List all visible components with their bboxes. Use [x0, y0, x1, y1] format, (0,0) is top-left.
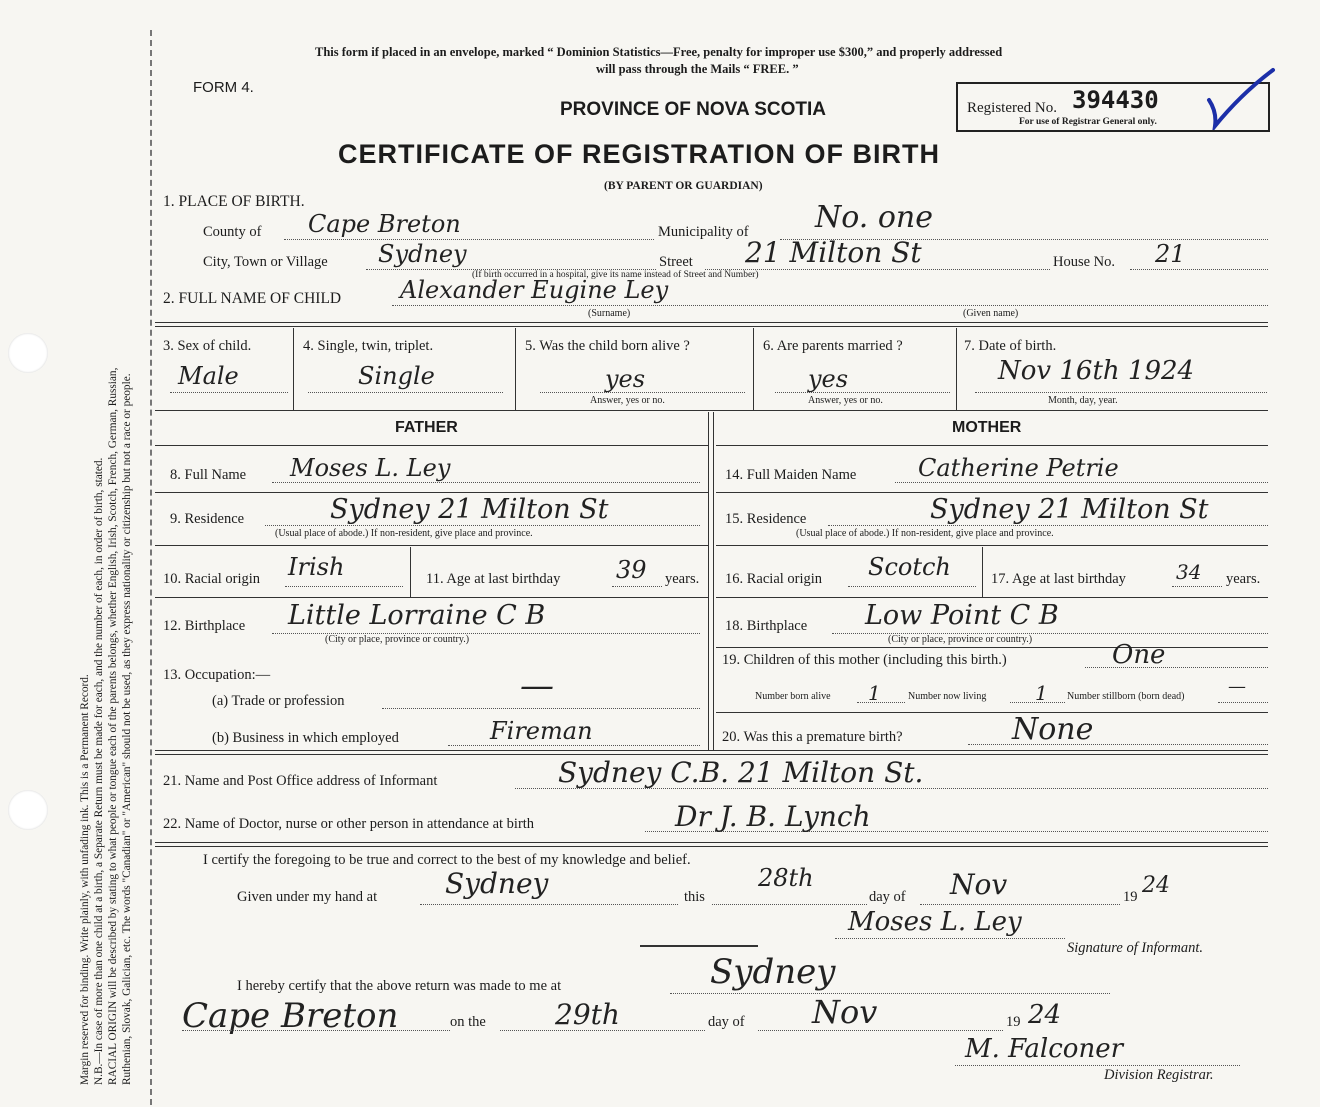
father-name-value: Moses L. Ley [290, 454, 451, 482]
mother-name-label: 14. Full Maiden Name [725, 467, 857, 483]
registrar-statement: I hereby certify that the above return was made to me at [237, 978, 562, 994]
born-alive-value: yes [605, 365, 646, 393]
mother-race-label: 16. Racial origin [725, 571, 823, 587]
punch-hole [8, 333, 48, 373]
mother-residence-line [828, 525, 1268, 526]
county-line [284, 239, 654, 240]
divider [716, 712, 1268, 713]
years-label: years. [1226, 571, 1261, 587]
divider [155, 322, 1268, 323]
divider [155, 410, 1268, 411]
surname-note: (Surname) [588, 308, 631, 319]
cell-divider [293, 328, 294, 410]
father-race-line [285, 586, 403, 587]
mother-age-value: 34 [1176, 560, 1202, 584]
month-value: Nov [950, 868, 1008, 901]
registered-no-label: Registered No. [967, 100, 1057, 116]
registrar-year-value: 24 [1028, 1000, 1062, 1030]
father-race-label: 10. Racial origin [163, 571, 261, 587]
on-the-label: on the [450, 1014, 486, 1030]
cell-divider [753, 328, 754, 410]
mother-name-line [895, 482, 1268, 483]
father-residence-value: Sydney 21 Milton St [330, 494, 609, 525]
date-of-birth-line [975, 392, 1267, 393]
margin-line: RACIAL ORIGIN will be described by stating to what people or tongue each of the parents belongs, whether English, Irish, Scotch, French, German, Russian, [107, 367, 119, 1085]
city-value: Sydney [378, 240, 467, 268]
stillborn-value: — [1228, 676, 1246, 697]
registrar-year-prefix: 19 [1006, 1014, 1021, 1030]
plurality-line [308, 392, 503, 393]
margin-line: Margin reserved for binding. Write plainly, with unfading ink. This is a Permanent Record. [79, 674, 91, 1085]
born-alive-label: 5. Was the child born alive ? [525, 338, 690, 354]
children-label: 19. Children of this mother (including this birth.) [722, 652, 1007, 668]
margin-instructions [78, 368, 134, 1085]
registrar-signature: M. Falconer [965, 1034, 1124, 1064]
trade-value: — [520, 666, 554, 706]
occupation-label: 13. Occupation:— [163, 667, 271, 683]
divider [716, 597, 1268, 598]
divider [155, 445, 708, 446]
business-label: (b) Business in which employed [212, 730, 399, 746]
registrar-place-value: Sydney [710, 952, 836, 992]
separator-line [640, 945, 758, 947]
day-line [712, 904, 867, 905]
parents-married-line [775, 392, 950, 393]
father-birthplace-value: Little Lorraine C B [288, 600, 546, 631]
registered-number: 394430 [1072, 86, 1159, 114]
column-divider [713, 412, 714, 750]
now-living-value: 1 [1035, 681, 1048, 705]
signature-line [835, 938, 1065, 939]
date-of-birth-label: 7. Date of birth. [964, 338, 1057, 354]
mother-age-line [1172, 586, 1222, 587]
father-race-value: Irish [288, 553, 345, 581]
given-at-value: Sydney [445, 867, 549, 900]
cell-divider [956, 328, 957, 410]
divider [155, 842, 1268, 843]
child-name-label: 2. FULL NAME OF CHILD [163, 290, 342, 307]
father-residence-note: (Usual place of abode.) If non-resident, give place and province. [275, 528, 533, 539]
date-of-birth-value: Nov 16th 1924 [998, 356, 1195, 386]
years-label: years. [665, 571, 700, 587]
cell-divider [410, 547, 411, 597]
divider [155, 492, 708, 493]
divider [155, 754, 1268, 755]
sex-label: 3. Sex of child. [163, 338, 252, 354]
county-value: Cape Breton [308, 210, 461, 238]
house-no-value: 21 [1155, 240, 1186, 268]
given-name-note: (Given name) [963, 308, 1019, 319]
registrar-county-line [182, 1030, 450, 1031]
registrar-month-line [758, 1030, 1003, 1031]
stillborn-line [1218, 702, 1268, 703]
informant-signature: Moses L. Ley [848, 907, 1022, 937]
binding-fold-line [150, 30, 152, 1105]
answer-note: Answer, yes or no. [590, 395, 665, 406]
municipality-label: Municipality of [658, 224, 749, 240]
born-alive-count-line [857, 702, 905, 703]
father-age-value: 39 [616, 556, 647, 584]
father-name-line [272, 482, 700, 483]
street-value: 21 Milton St [745, 236, 922, 269]
doctor-label: 22. Name of Doctor, nurse or other person in attendance at birth [163, 816, 535, 832]
hospital-note: (If birth occurred in a hospital, give its name instead of Street and Number) [472, 270, 759, 280]
mother-birthplace-value: Low Point C B [865, 600, 1059, 631]
divider [716, 647, 1268, 648]
child-name-line [392, 305, 1268, 306]
plurality-label: 4. Single, twin, triplet. [303, 338, 434, 354]
plurality-value: Single [358, 362, 435, 390]
mother-birthplace-label: 18. Birthplace [725, 618, 808, 634]
day-of-label: day of [869, 889, 906, 905]
parents-married-label: 6. Are parents married ? [763, 338, 903, 354]
divider [155, 326, 1268, 327]
this-label: this [684, 889, 705, 905]
registrar-county-value: Cape Breton [182, 996, 399, 1036]
business-value: Fireman [490, 717, 593, 745]
binding-margin [0, 0, 160, 1107]
certification-statement: I certify the foregoing to be true and correct to the best of my knowledge and belief. [203, 852, 691, 868]
father-residence-line [265, 525, 700, 526]
column-divider [708, 412, 709, 750]
mother-race-value: Scotch [868, 553, 951, 581]
mother-residence-value: Sydney 21 Milton St [930, 494, 1209, 525]
divider [155, 545, 708, 546]
division-registrar-label: Division Registrar. [1104, 1067, 1214, 1083]
place-of-birth-heading: 1. PLACE OF BIRTH. [163, 193, 305, 210]
county-label: County of [203, 224, 262, 240]
now-living-label: Number now living [908, 691, 987, 702]
premature-value: None [1012, 712, 1094, 747]
day-value: 28th [758, 864, 814, 892]
month-line [920, 904, 1120, 905]
father-name-label: 8. Full Name [170, 467, 247, 483]
stillborn-label: Number stillborn (born dead) [1067, 691, 1185, 702]
divider [155, 750, 1268, 751]
house-no-label: House No. [1053, 254, 1116, 270]
year-value: 24 [1142, 873, 1170, 898]
father-residence-label: 9. Residence [170, 511, 245, 527]
mother-heading: MOTHER [952, 419, 1022, 436]
divider [716, 445, 1268, 446]
registrar-month-value: Nov [812, 993, 878, 1031]
informant-label: 21. Name and Post Office address of Informant [163, 773, 438, 789]
father-age-label: 11. Age at last birthday [426, 571, 561, 587]
registrar-day-value: 29th [555, 998, 620, 1031]
month-day-year-note: Month, day, year. [1048, 395, 1118, 406]
business-line [448, 745, 700, 746]
postal-notice: This form if placed in an envelope, marked “ Dominion Statistics—Free, penalty for improper use $300,” and properly addressed [315, 45, 1003, 59]
punch-hole [8, 790, 48, 830]
trade-line [382, 708, 700, 709]
mother-birthplace-note: (City or place, province or country.) [888, 634, 1033, 645]
certificate-subtitle: (BY PARENT OR GUARDIAN) [604, 180, 763, 192]
mother-age-label: 17. Age at last birthday [991, 571, 1126, 587]
father-age-line [612, 586, 662, 587]
father-birthplace-label: 12. Birthplace [163, 618, 246, 634]
registrar-signature-line [955, 1065, 1240, 1066]
father-birthplace-note: (City or place, province or country.) [325, 634, 470, 645]
margin-line: Ruthenian, Slovak, Galician, etc. The words "Canadian" or "American" should not be used, as they express nationality or citizenship but not a race or people. [121, 373, 133, 1085]
born-alive-count-value: 1 [868, 681, 881, 705]
answer-note: Answer, yes or no. [808, 395, 883, 406]
signature-of-informant-label: Signature of Informant. [1067, 940, 1204, 956]
registrar-day-of-label: day of [708, 1014, 745, 1030]
given-at-label: Given under my hand at [237, 889, 378, 905]
registrar-general-note: For use of Registrar General only. [1019, 117, 1157, 127]
doctor-value: Dr J. B. Lynch [675, 800, 871, 833]
born-alive-count-label: Number born alive [755, 691, 831, 702]
child-name-value: Alexander Eugine Ley [400, 276, 669, 304]
parents-married-value: yes [808, 365, 849, 393]
sex-line [170, 392, 288, 393]
municipality-value: No. one [815, 200, 933, 235]
divider [716, 492, 1268, 493]
given-at-line [420, 904, 678, 905]
certificate-title: CERTIFICATE OF REGISTRATION OF BIRTH [338, 139, 940, 169]
mother-race-line [848, 586, 976, 587]
divider [155, 597, 708, 598]
mother-residence-label: 15. Residence [725, 511, 807, 527]
sex-value: Male [178, 362, 239, 390]
trade-label: (a) Trade or profession [212, 693, 345, 709]
registrar-place-line [670, 993, 1110, 994]
father-heading: FATHER [395, 419, 458, 436]
premature-label: 20. Was this a premature birth? [722, 729, 903, 745]
margin-line: N.B.—In case of more than one child at a birth, a Separate Return must be made for each, and the number of each, in order of birth, stated. [93, 457, 105, 1085]
divider [155, 846, 1268, 847]
postal-notice-2: will pass through the Mails “ FREE. ” [596, 62, 799, 76]
divider [716, 545, 1268, 546]
mother-residence-note: (Usual place of abode.) If non-resident, give place and province. [796, 528, 1054, 539]
cell-divider [982, 547, 983, 597]
province-heading: PROVINCE OF NOVA SCOTIA [560, 99, 827, 120]
city-label: City, Town or Village [203, 254, 328, 270]
children-value: One [1112, 640, 1166, 670]
cell-divider [515, 328, 516, 410]
year-prefix: 19 [1123, 889, 1138, 905]
street-label: Street [659, 254, 693, 270]
informant-value: Sydney C.B. 21 Milton St. [558, 756, 924, 789]
mother-name-value: Catherine Petrie [918, 454, 1119, 482]
check-mark-icon [1205, 66, 1277, 130]
house-no-line [1130, 269, 1268, 270]
form-number: FORM 4. [193, 79, 254, 96]
